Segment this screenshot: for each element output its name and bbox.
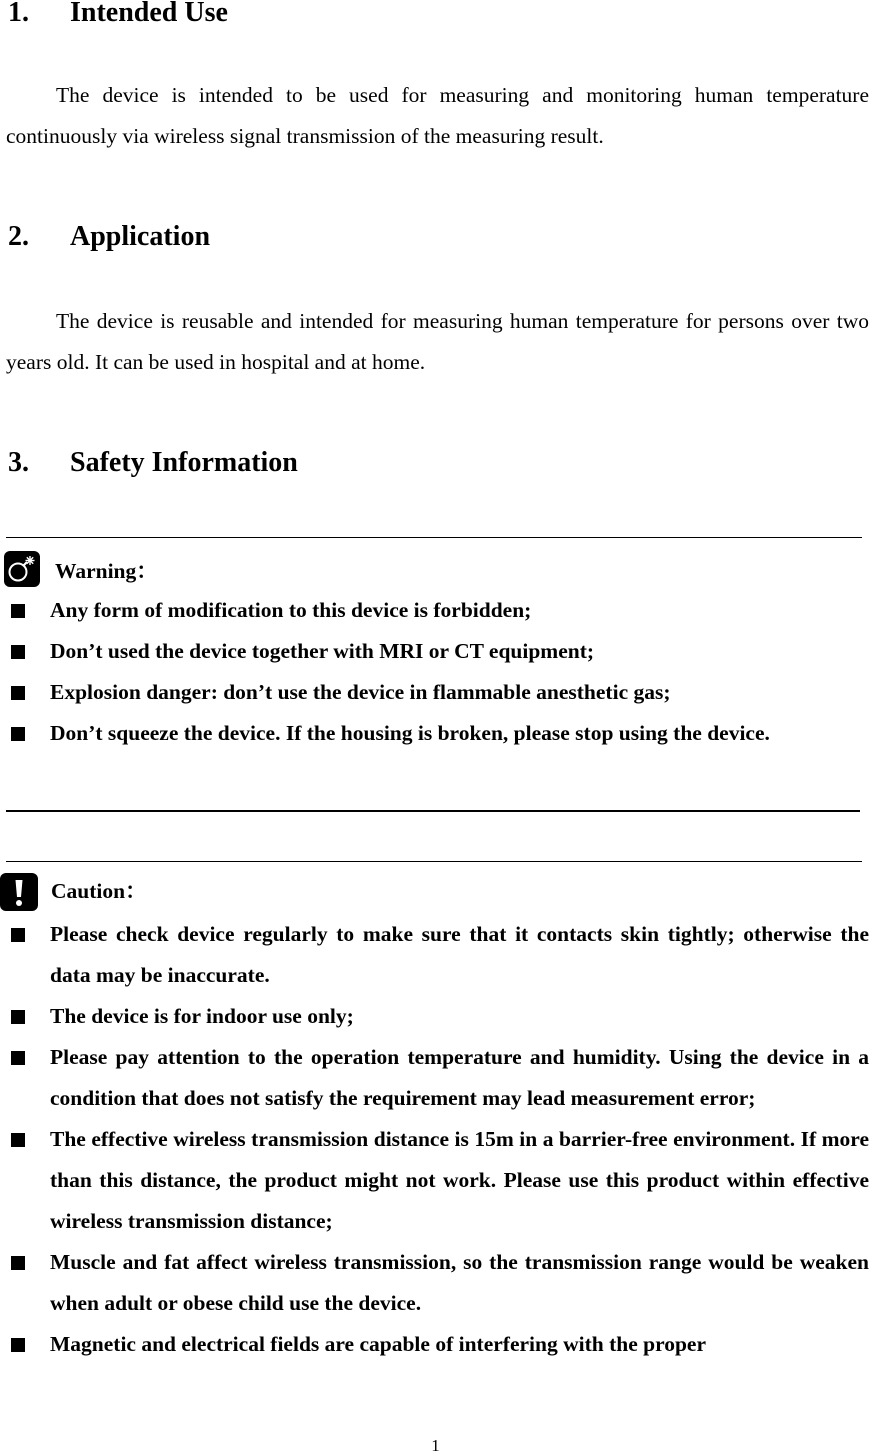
section-number: 3. [8,447,29,478]
section-title: Safety Information [70,447,298,478]
caution-item: Please pay attention to the operation temperature and humidity. Using the device in a condition that does not satisfy the requirement may lead measurement error; [0,1037,869,1119]
page-number: 1 [431,1436,440,1455]
warning-heading: Warning： [55,559,158,583]
square-bullet-icon [11,1133,25,1147]
caution-top-divider [6,861,862,862]
section-number: 1. [8,0,29,28]
square-bullet-icon [11,1338,25,1352]
square-bullet-icon [11,604,25,618]
caution-item: Magnetic and electrical fields are capable of interfering with the proper [0,1324,869,1365]
warning-bottom-divider [6,810,860,812]
section-body-text: The device is intended to be used for measuring and monitoring human temperature continuously via wireless signal transmission of the measuring result. [6,83,869,148]
warning-item: Don’t squeeze the device. If the housing is broken, please stop using the device. [0,713,869,754]
square-bullet-icon [11,928,25,942]
section-body-application [6,301,869,383]
caution-item: Muscle and fat affect wireless transmission, so the transmission range would be weaken when adult or obese child use the device. [0,1242,869,1324]
section-number: 2. [8,221,29,252]
section-heading-intended-use [8,0,228,30]
section-heading-safety-information [8,446,298,480]
section-body-text: The device is reusable and intended for measuring human temperature for persons over two years old. It can be used in hospital and at home. [6,309,869,374]
warning-list [0,590,869,754]
bomb-icon [4,551,40,587]
caution-list [0,914,869,1365]
caution-item: The effective wireless transmission distance is 15m in a barrier-free environment. If more than this distance, the product might not work. Please use this product within effective wireless transmission distance; [0,1119,869,1242]
caution-item: Please check device regularly to make sure that it contacts skin tightly; otherwise the data may be inaccurate. [0,914,869,996]
exclamation-icon [0,873,38,911]
square-bullet-icon [11,686,25,700]
square-bullet-icon [11,727,25,741]
warning-item: Explosion danger: don’t use the device in flammable anesthetic gas; [0,672,869,713]
section-title: Intended Use [70,0,228,28]
warning-top-divider [6,537,862,538]
square-bullet-icon [11,1051,25,1065]
section-heading-application [8,220,210,254]
square-bullet-icon [11,1256,25,1270]
square-bullet-icon [11,645,25,659]
caution-item: The device is for indoor use only; [0,996,869,1037]
section-body-intended-use [6,75,869,157]
square-bullet-icon [11,1010,25,1024]
warning-item: Any form of modification to this device is forbidden; [0,590,869,631]
section-title: Application [70,221,211,252]
caution-heading: Caution： [51,879,147,903]
warning-item: Don’t used the device together with MRI or CT equipment; [0,631,869,672]
